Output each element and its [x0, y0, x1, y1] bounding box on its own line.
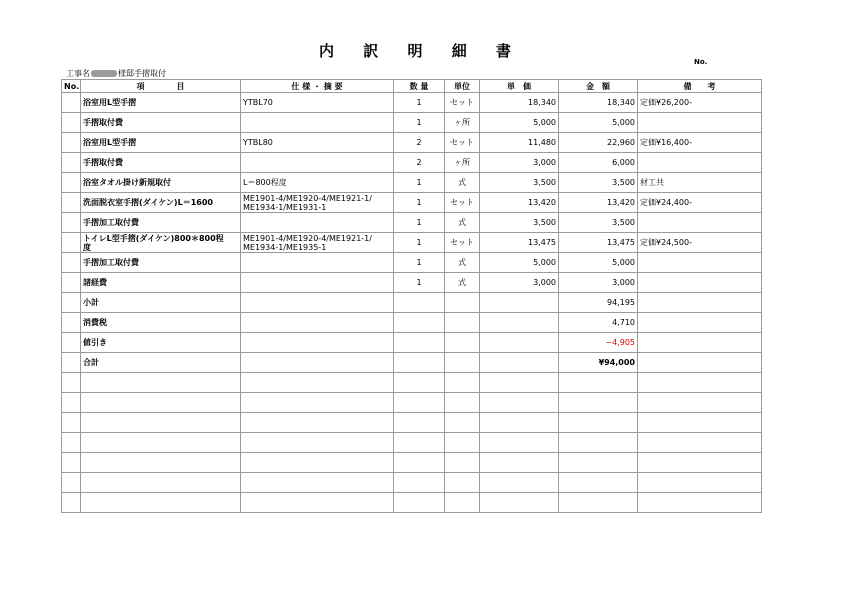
- table-row: [62, 333, 762, 353]
- cell-no: [62, 433, 81, 453]
- table-row: [62, 453, 762, 473]
- cell-unit: セット: [445, 233, 480, 253]
- cell-amount: 3,500: [559, 213, 638, 233]
- cell-price: [480, 393, 559, 413]
- cell-spec: [241, 313, 394, 333]
- cell-amount: 3,000: [559, 273, 638, 293]
- cell-qty: [394, 473, 445, 493]
- cell-amount: 6,000: [559, 153, 638, 173]
- header-price: 単 価: [480, 80, 559, 93]
- cell-price: [480, 493, 559, 513]
- cell-unit: [445, 373, 480, 393]
- cell-spec: [241, 293, 394, 313]
- cell-price: [480, 473, 559, 493]
- cell-qty: 1: [394, 253, 445, 273]
- cell-qty: [394, 313, 445, 333]
- cell-no: [62, 253, 81, 273]
- cell-price: 3,500: [480, 213, 559, 233]
- cell-note: 材工共: [638, 173, 762, 193]
- cell-price: [480, 453, 559, 473]
- project-name-suffix: 様邸手摺取付: [118, 69, 166, 78]
- cell-note: [638, 353, 762, 373]
- cell-unit: セット: [445, 93, 480, 113]
- cell-item: [81, 393, 241, 413]
- table-row: [62, 313, 762, 333]
- cell-note: 定価¥16,400-: [638, 133, 762, 153]
- cell-note: [638, 213, 762, 233]
- cell-item: [81, 433, 241, 453]
- cell-qty: 1: [394, 193, 445, 213]
- cell-qty: 1: [394, 233, 445, 253]
- cell-no: [62, 133, 81, 153]
- table-row: [62, 293, 762, 313]
- cell-amount: ¥94,000: [559, 353, 638, 373]
- cell-amount: 22,960: [559, 133, 638, 153]
- header-item: 項 目: [81, 80, 241, 93]
- cell-item: 浴室用L型手摺: [81, 93, 241, 113]
- cell-unit: [445, 393, 480, 413]
- table-row: [62, 233, 762, 253]
- cell-unit: 式: [445, 273, 480, 293]
- cell-qty: 1: [394, 93, 445, 113]
- cell-amount: [559, 493, 638, 513]
- cell-note: [638, 153, 762, 173]
- project-name: [66, 68, 166, 79]
- cell-unit: セット: [445, 133, 480, 153]
- cell-no: [62, 333, 81, 353]
- table-row: [62, 413, 762, 433]
- cell-amount: 18,340: [559, 93, 638, 113]
- cell-spec: YTBL70: [241, 93, 394, 113]
- cell-no: [62, 353, 81, 373]
- cell-item: トイレL型手摺(ダイケン)800＊800程 度: [81, 233, 241, 253]
- cell-no: [62, 233, 81, 253]
- cell-no: [62, 373, 81, 393]
- table-row: [62, 493, 762, 513]
- cell-price: [480, 353, 559, 373]
- cell-item: [81, 493, 241, 513]
- cell-unit: [445, 413, 480, 433]
- cell-price: 5,000: [480, 253, 559, 273]
- table-row: [62, 433, 762, 453]
- cell-spec: [241, 393, 394, 413]
- cell-qty: [394, 433, 445, 453]
- table-row: [62, 193, 762, 213]
- cell-spec: [241, 373, 394, 393]
- redacted-name: [91, 70, 117, 77]
- cell-note: [638, 393, 762, 413]
- header-spec: 仕 様 ・ 摘 要: [241, 80, 394, 93]
- table-row: [62, 133, 762, 153]
- cell-spec: [241, 493, 394, 513]
- cell-note: [638, 313, 762, 333]
- document-title: 内 訳 明 細 書: [319, 42, 523, 60]
- cell-note: [638, 413, 762, 433]
- cell-price: [480, 293, 559, 313]
- cell-item: [81, 413, 241, 433]
- cell-unit: [445, 433, 480, 453]
- cell-qty: [394, 453, 445, 473]
- cell-unit: [445, 293, 480, 313]
- cell-unit: ヶ所: [445, 153, 480, 173]
- cell-price: [480, 413, 559, 433]
- cell-item: 手摺加工取付費: [81, 213, 241, 233]
- table-row: [62, 473, 762, 493]
- cell-spec: [241, 213, 394, 233]
- cell-price: [480, 333, 559, 353]
- header-qty: 数 量: [394, 80, 445, 93]
- cell-amount: [559, 453, 638, 473]
- cell-spec: [241, 433, 394, 453]
- cell-no: [62, 413, 81, 433]
- cell-amount: −4,905: [559, 333, 638, 353]
- cell-spec: ME1901-4/ME1920-4/ME1921-1/ ME1934-1/ME1931-1: [241, 193, 394, 213]
- project-name-prefix: 工事名: [66, 69, 90, 78]
- cell-note: 定価¥24,400-: [638, 193, 762, 213]
- cell-item: 小計: [81, 293, 241, 313]
- cell-spec: [241, 413, 394, 433]
- cell-spec: [241, 473, 394, 493]
- table-row: [62, 353, 762, 373]
- cell-qty: [394, 353, 445, 373]
- cell-unit: [445, 353, 480, 373]
- cell-note: [638, 373, 762, 393]
- cell-amount: [559, 393, 638, 413]
- cell-qty: [394, 333, 445, 353]
- cell-qty: [394, 393, 445, 413]
- cell-price: [480, 373, 559, 393]
- cell-unit: ヶ所: [445, 113, 480, 133]
- table-row: [62, 93, 762, 113]
- cell-no: [62, 213, 81, 233]
- cell-note: 定価¥26,200-: [638, 93, 762, 113]
- cell-spec: L＝800程度: [241, 173, 394, 193]
- cell-item: 消費税: [81, 313, 241, 333]
- cell-amount: 5,000: [559, 113, 638, 133]
- cell-amount: 94,195: [559, 293, 638, 313]
- cell-item: [81, 453, 241, 473]
- table-row: [62, 373, 762, 393]
- cell-unit: [445, 473, 480, 493]
- cell-spec: [241, 453, 394, 473]
- cell-amount: 3,500: [559, 173, 638, 193]
- cell-spec: [241, 333, 394, 353]
- cell-item: 浴室タオル掛け新規取付: [81, 173, 241, 193]
- cell-qty: 2: [394, 153, 445, 173]
- breakdown-table: [61, 79, 762, 513]
- cell-amount: [559, 373, 638, 393]
- cell-item: 手摺取付費: [81, 153, 241, 173]
- cell-no: [62, 473, 81, 493]
- cell-note: [638, 253, 762, 273]
- cell-price: [480, 313, 559, 333]
- cell-no: [62, 313, 81, 333]
- cell-item: 浴室用L型手摺: [81, 133, 241, 153]
- cell-qty: 1: [394, 173, 445, 193]
- cell-price: 5,000: [480, 113, 559, 133]
- cell-item: 手摺取付費: [81, 113, 241, 133]
- cell-price: [480, 433, 559, 453]
- cell-spec: [241, 113, 394, 133]
- cell-item: 合計: [81, 353, 241, 373]
- cell-spec: [241, 353, 394, 373]
- cell-unit: 式: [445, 173, 480, 193]
- cell-item: [81, 373, 241, 393]
- cell-unit: [445, 333, 480, 353]
- cell-no: [62, 393, 81, 413]
- cell-amount: 13,475: [559, 233, 638, 253]
- cell-note: [638, 293, 762, 313]
- cell-no: [62, 193, 81, 213]
- table-row: [62, 113, 762, 133]
- cell-price: 3,000: [480, 153, 559, 173]
- cell-amount: 5,000: [559, 253, 638, 273]
- cell-spec: [241, 253, 394, 273]
- cell-note: [638, 433, 762, 453]
- table-row: [62, 253, 762, 273]
- cell-qty: [394, 413, 445, 433]
- cell-unit: セット: [445, 193, 480, 213]
- table-row: [62, 173, 762, 193]
- cell-unit: [445, 493, 480, 513]
- header-no: No.: [62, 80, 81, 93]
- cell-price: 3,500: [480, 173, 559, 193]
- cell-price: 13,475: [480, 233, 559, 253]
- header-note: 備 考: [638, 80, 762, 93]
- cell-note: [638, 453, 762, 473]
- cell-qty: [394, 373, 445, 393]
- cell-qty: 1: [394, 113, 445, 133]
- table-header-row: [62, 80, 762, 93]
- cell-price: 13,420: [480, 193, 559, 213]
- cell-no: [62, 173, 81, 193]
- cell-no: [62, 453, 81, 473]
- cell-note: [638, 473, 762, 493]
- cell-no: [62, 153, 81, 173]
- table-row: [62, 273, 762, 293]
- cell-item: 洗面脱衣室手摺(ダイケン)L＝1600: [81, 193, 241, 213]
- cell-price: 18,340: [480, 93, 559, 113]
- header-unit: 単位: [445, 80, 480, 93]
- cell-no: [62, 113, 81, 133]
- table-row: [62, 153, 762, 173]
- cell-no: [62, 273, 81, 293]
- cell-item: 諸経費: [81, 273, 241, 293]
- table-row: [62, 393, 762, 413]
- cell-note: [638, 273, 762, 293]
- cell-price: 11,480: [480, 133, 559, 153]
- cell-item: 手摺加工取付費: [81, 253, 241, 273]
- cell-qty: 1: [394, 273, 445, 293]
- cell-note: 定価¥24,500-: [638, 233, 762, 253]
- cell-spec: ME1901-4/ME1920-4/ME1921-1/ ME1934-1/ME1935-1: [241, 233, 394, 253]
- cell-item: 値引き: [81, 333, 241, 353]
- document-number-label: No.: [694, 58, 708, 66]
- cell-unit: [445, 453, 480, 473]
- cell-amount: [559, 473, 638, 493]
- cell-no: [62, 293, 81, 313]
- cell-amount: 4,710: [559, 313, 638, 333]
- cell-amount: [559, 433, 638, 453]
- cell-no: [62, 93, 81, 113]
- cell-qty: [394, 493, 445, 513]
- cell-qty: 2: [394, 133, 445, 153]
- header-amount: 金 額: [559, 80, 638, 93]
- table-row: [62, 213, 762, 233]
- cell-unit: 式: [445, 213, 480, 233]
- cell-unit: [445, 313, 480, 333]
- cell-spec: [241, 273, 394, 293]
- cell-spec: YTBL80: [241, 133, 394, 153]
- cell-qty: 1: [394, 213, 445, 233]
- cell-amount: [559, 413, 638, 433]
- cell-note: [638, 333, 762, 353]
- cell-note: [638, 493, 762, 513]
- cell-amount: 13,420: [559, 193, 638, 213]
- cell-price: 3,000: [480, 273, 559, 293]
- cell-unit: 式: [445, 253, 480, 273]
- cell-qty: [394, 293, 445, 313]
- cell-no: [62, 493, 81, 513]
- cell-note: [638, 113, 762, 133]
- cell-spec: [241, 153, 394, 173]
- cell-item: [81, 473, 241, 493]
